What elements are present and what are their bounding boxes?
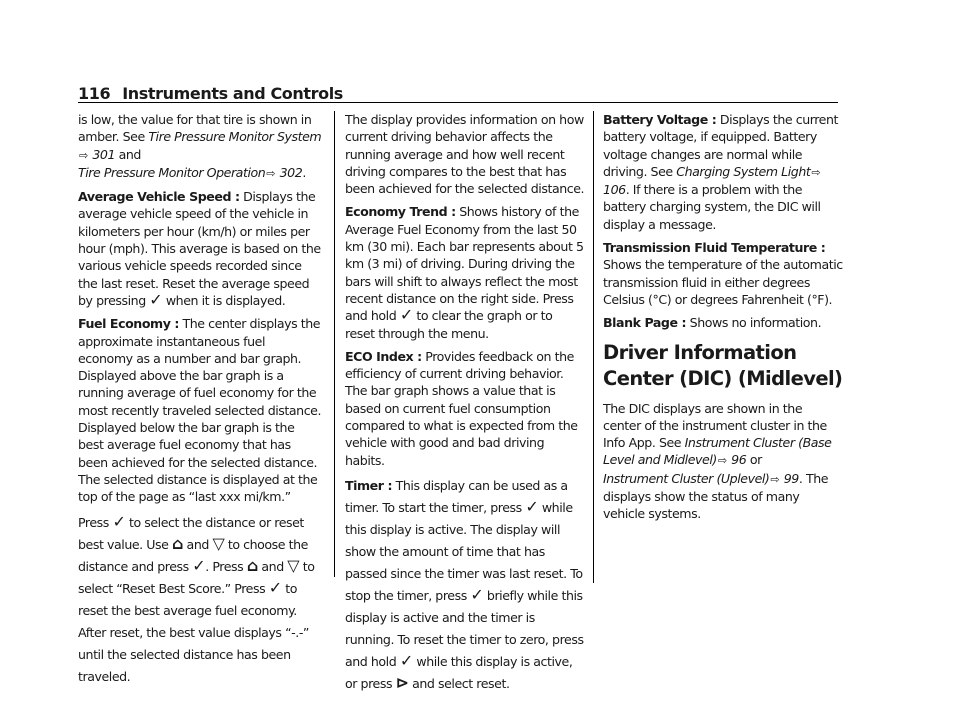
section-heading: Driver Information Center (DIC) (Midlevel) bbox=[603, 340, 843, 390]
press-paragraph bbox=[78, 512, 323, 688]
text: briefly while this display is active and the timer is running. To reset the timer to zero, press and hold bbox=[345, 587, 584, 669]
page-ref-arrow-icon: ⇨ bbox=[770, 472, 780, 486]
term-eco-index: ECO Index : bbox=[345, 348, 422, 364]
right-arrow-icon: ⊳ bbox=[395, 672, 409, 692]
text: Shows the temperature of the automatic transmission fluid in either degrees Celsius (°C) or degrees Fahrenheit (°F). bbox=[603, 257, 843, 307]
text: and bbox=[183, 536, 213, 552]
ref-page-302[interactable]: 302 bbox=[276, 164, 303, 180]
column-divider-2 bbox=[593, 111, 594, 583]
text: . The displays show the status of many vehicle systems. bbox=[603, 470, 829, 522]
ref-page-106[interactable]: 106 bbox=[603, 182, 626, 198]
check-icon: ✓ bbox=[268, 577, 282, 597]
page-ref-arrow-icon: ⇨ bbox=[811, 165, 821, 179]
check-icon: ✓ bbox=[525, 496, 539, 516]
term-average-vehicle-speed: Average Vehicle Speed : bbox=[78, 189, 240, 205]
text: to reset the best average fuel economy. After reset, the best value displays “-.-” until the selected distance has been traveled. bbox=[78, 580, 309, 684]
column-2 bbox=[345, 111, 585, 701]
text: while this display is active. The display will show the amount of time that has passed since the timer was last reset. To stop the timer, press bbox=[345, 499, 583, 603]
text: and select reset. bbox=[408, 675, 510, 691]
text: when it is displayed. bbox=[162, 292, 286, 308]
blank-page-paragraph bbox=[603, 314, 843, 331]
term-timer: Timer : bbox=[345, 477, 393, 493]
page-header bbox=[78, 84, 838, 103]
text: to clear the graph or to reset through the menu. bbox=[345, 308, 553, 341]
up-arrow-icon: ⌂ bbox=[246, 555, 258, 575]
ref-tire-pressure-monitor-system[interactable]: Tire Pressure Monitor System bbox=[148, 129, 322, 145]
text: The DIC displays are shown in the center of the instrument cluster in the Info App. See bbox=[603, 400, 827, 451]
section-title: Instruments and Controls bbox=[122, 84, 343, 103]
text: while this display is active, or press bbox=[345, 653, 573, 691]
ref-page-96[interactable]: 96 bbox=[727, 452, 747, 468]
check-icon: ✓ bbox=[399, 305, 413, 325]
text: Shows history of the Average Fuel Economy from the last 50 km (30 mi). Each bar represents about 5 km (3 mi) of driving. During driving the bars will shift to always reflect the most recent distance on the right side. Press and hold bbox=[345, 204, 584, 324]
text: The center displays the approximate instantaneous fuel economy as a number and bar graph. Displayed above the bar graph is a running average of fuel economy for the most recently traveled selected distance. Displayed below the bar graph is the best average fuel economy that has been achieved for the selected distance. The selected distance is displayed at the top of the page as “last xxx mi/km.” bbox=[78, 316, 322, 505]
text: Shows no information. bbox=[686, 315, 822, 331]
check-icon: ✓ bbox=[149, 289, 163, 309]
term-fuel-economy: Fuel Economy : bbox=[78, 316, 179, 332]
up-arrow-icon: ⌂ bbox=[171, 533, 183, 553]
transmission-paragraph bbox=[603, 239, 843, 308]
text: to choose the distance and press bbox=[78, 536, 308, 574]
avg-speed-paragraph bbox=[78, 188, 323, 309]
ref-instrument-cluster-uplevel[interactable]: Instrument Cluster (Uplevel) bbox=[603, 470, 770, 486]
down-arrow-icon: ▽ bbox=[212, 533, 225, 553]
ref-tire-pressure-monitor-operation[interactable]: Tire Pressure Monitor Operation bbox=[78, 164, 266, 180]
ref-page-99[interactable]: 99 bbox=[780, 470, 799, 486]
eco-index-paragraph bbox=[345, 348, 585, 469]
column-divider-1 bbox=[334, 111, 335, 577]
text: . Press bbox=[205, 558, 247, 574]
page-ref-arrow-icon: ⇨ bbox=[79, 148, 88, 162]
display-info-paragraph: The display provides information on how current driving behavior affects the running average and how well recent driving compares to the best that has been achieved for the selected distance. bbox=[345, 112, 585, 197]
text: Displays the average vehicle speed of the vehicle in kilometers per hour (km/h) or miles per hour (mph). This average is based on the various vehicle speeds recorded since the last reset. Reset the average speed by pressing bbox=[78, 189, 321, 308]
column-3 bbox=[603, 111, 843, 529]
text: Press bbox=[78, 514, 113, 530]
header-rule bbox=[78, 102, 838, 103]
check-icon: ✓ bbox=[399, 650, 413, 670]
term-battery-voltage: Battery Voltage : bbox=[603, 112, 717, 127]
text: to select “Reset Best Score.” Press bbox=[78, 558, 315, 596]
check-icon: ✓ bbox=[112, 511, 126, 531]
term-economy-trend: Economy Trend : bbox=[345, 204, 456, 220]
ref-page-301[interactable]: 301 bbox=[88, 146, 116, 162]
text: or bbox=[746, 452, 762, 468]
dic-paragraph bbox=[603, 400, 843, 523]
check-icon: ✓ bbox=[470, 584, 484, 604]
text: Displays the current battery voltage, if equipped. Battery voltage changes are normal while driving. See bbox=[603, 112, 838, 179]
column-1 bbox=[78, 111, 323, 694]
term-blank-page: Blank Page : bbox=[603, 315, 687, 331]
ref-charging-system-light[interactable]: Charging System Light bbox=[676, 163, 811, 179]
text: is low, the value for that tire is shown in amber. See bbox=[78, 112, 312, 145]
text: . If there is a problem with the battery charging system, the DIC will display a message. bbox=[603, 182, 821, 232]
page-number: 116 bbox=[78, 84, 111, 103]
timer-paragraph bbox=[345, 475, 585, 695]
ref-instrument-cluster-base-midlevel[interactable]: Instrument Cluster (Base Level and Midlevel) bbox=[603, 435, 832, 468]
text: Provides feedback on the efficiency of current driving behavior. The bar graph shows a value that is based on current fuel consumption compared to what is expected from the vehicle with good and bad driving habits. bbox=[345, 348, 578, 468]
text: and bbox=[115, 146, 141, 162]
tire-paragraph bbox=[78, 111, 323, 182]
term-transmission-fluid-temperature: Transmission Fluid Temperature : bbox=[603, 240, 826, 256]
text: and bbox=[257, 558, 288, 574]
text: to select the distance or reset best value. Use bbox=[78, 514, 304, 552]
page-ref-arrow-icon: ⇨ bbox=[266, 166, 276, 180]
check-icon: ✓ bbox=[192, 555, 206, 575]
economy-trend-paragraph bbox=[345, 203, 585, 341]
fuel-economy-paragraph bbox=[78, 315, 323, 505]
text: . bbox=[302, 164, 306, 180]
down-arrow-icon: ▽ bbox=[287, 555, 300, 575]
battery-voltage-paragraph bbox=[603, 111, 843, 233]
text: This display can be used as a timer. To start the timer, press bbox=[345, 477, 568, 515]
page-ref-arrow-icon: ⇨ bbox=[717, 454, 727, 468]
